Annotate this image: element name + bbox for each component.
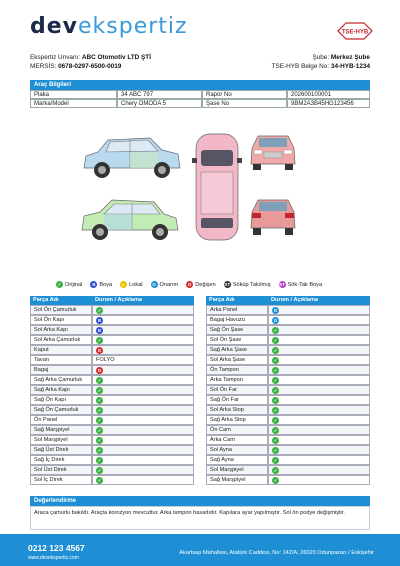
- onarim-status-icon: O: [152, 282, 156, 287]
- part-status: [268, 425, 370, 435]
- part-status: [268, 475, 370, 485]
- part-status: [268, 395, 370, 405]
- part-status: [92, 415, 194, 425]
- boya-status-icon: B: [92, 282, 96, 287]
- part-name: Sağ Ön Far: [206, 395, 268, 405]
- part-row: [206, 475, 370, 485]
- original-status-icon: ✓: [97, 427, 102, 433]
- car-left-side-diagram: [78, 134, 184, 184]
- vehicle-field-value: 9BM2A3B45HG123456: [287, 99, 370, 108]
- part-row: [30, 475, 194, 485]
- part-row: [30, 345, 194, 355]
- part-status: [92, 425, 194, 435]
- part-name: Arka Cam: [206, 435, 268, 445]
- part-name: Sağ Ön Çamurluk: [30, 405, 92, 415]
- company-info: Ekspertiz Unvanı: ABC Otomotiv LTD ŞTİ MERSİS: 0678-0297-6500-0019: [30, 54, 151, 70]
- logo-part-dev: dev: [30, 14, 79, 39]
- soktak-status-icon: ST: [279, 282, 285, 287]
- tse-hyb-logo: [336, 22, 374, 40]
- part-row: [206, 325, 370, 335]
- part-row: [30, 315, 194, 325]
- legend-label: Onarım: [159, 281, 179, 288]
- part-name: Sol Ön Far: [206, 385, 268, 395]
- status-legend: [56, 281, 356, 288]
- original-status-icon: ✓: [97, 387, 102, 393]
- part-name: Sağ Marşpiyel: [30, 425, 92, 435]
- part-status: [268, 405, 370, 415]
- part-status: [92, 395, 194, 405]
- part-row: [206, 415, 370, 425]
- car-right-side-diagram: [78, 196, 184, 246]
- part-name: Sağ Ön Kapı: [30, 395, 92, 405]
- part-row: [30, 465, 194, 475]
- onarim-status-icon: O: [273, 317, 278, 323]
- part-row: [30, 395, 194, 405]
- part-row: [30, 355, 194, 365]
- original-status-icon: ✓: [273, 367, 278, 373]
- vehicle-field-label: Marka/Model: [30, 99, 117, 108]
- part-status: [92, 435, 194, 445]
- part-row: [206, 435, 370, 445]
- part-name: Arka Panel: [206, 305, 268, 315]
- sokup-status-icon: ST: [224, 282, 231, 287]
- part-status: [92, 365, 194, 375]
- part-status: [268, 335, 370, 345]
- original-status-icon: ✓: [273, 347, 278, 353]
- part-status: [268, 445, 370, 455]
- legend-item-boya: [90, 281, 112, 288]
- original-status-icon: ✓: [273, 447, 278, 453]
- legend-item-degisen: [186, 281, 216, 288]
- original-status-icon: ✓: [273, 337, 278, 343]
- original-status-icon: ✓: [57, 282, 62, 287]
- part-name: Sağ Ön Şase: [206, 325, 268, 335]
- logo-part-ekspertiz: ekspertiz: [78, 14, 188, 39]
- original-status-icon: ✓: [97, 457, 102, 463]
- part-status: [268, 465, 370, 475]
- part-status: [268, 345, 370, 355]
- part-status: [92, 375, 194, 385]
- part-name: Sol Arka Çamurluk: [30, 335, 92, 345]
- original-status-icon: ✓: [97, 377, 102, 383]
- onarim-status-icon: O: [273, 307, 278, 313]
- part-name: Sağ Arka Çamurluk: [30, 375, 92, 385]
- part-row: [30, 335, 194, 345]
- part-row: [30, 375, 194, 385]
- vehicle-field-value: 202600100001: [287, 90, 370, 99]
- degisen-status-icon: D: [97, 347, 102, 353]
- part-status: [92, 405, 194, 415]
- original-status-icon: ✓: [273, 457, 278, 463]
- part-name: Sol Üst Direk: [30, 465, 92, 475]
- part-name: Sol Arka Kapı: [30, 325, 92, 335]
- part-status: [92, 325, 194, 335]
- brand-logo: [30, 14, 188, 39]
- part-row: [30, 415, 194, 425]
- car-front-diagram: [248, 132, 298, 172]
- part-status: [92, 305, 194, 315]
- vehicle-field-label: Plaka: [30, 90, 117, 99]
- vehicle-field-value: 34 ABC 797: [117, 90, 202, 99]
- evaluation-section: [30, 496, 370, 530]
- part-row: [30, 365, 194, 375]
- part-row: [30, 305, 194, 315]
- part-row: [206, 445, 370, 455]
- legend-label: Orijinal: [65, 281, 83, 288]
- original-status-icon: ✓: [273, 327, 278, 333]
- part-status: [92, 455, 194, 465]
- part-name: Sol Ön Kapı: [30, 315, 92, 325]
- part-name: Sağ Ayna: [206, 455, 268, 465]
- part-row: [30, 455, 194, 465]
- part-name: Ön Cam: [206, 425, 268, 435]
- part-status: [268, 305, 370, 315]
- boya-status-icon: B: [97, 327, 102, 333]
- part-name: Ön Tampon: [206, 365, 268, 375]
- original-status-icon: ✓: [273, 477, 278, 483]
- degisen-status-icon: D: [188, 282, 192, 287]
- legend-item-onarim: [151, 281, 179, 288]
- part-row: [206, 305, 370, 315]
- original-status-icon: ✓: [97, 307, 102, 313]
- part-status: [92, 465, 194, 475]
- part-row: [30, 435, 194, 445]
- vehicle-info-title: Araç Bilgileri: [30, 80, 370, 90]
- part-name: Sağ Arka Kapı: [30, 385, 92, 395]
- part-row: [30, 445, 194, 455]
- part-status: [92, 345, 194, 355]
- part-name: Sol Marşpiyel: [30, 435, 92, 445]
- legend-label: Lokal: [129, 281, 143, 288]
- part-row: [206, 345, 370, 355]
- part-name: Sağ Arka Stop: [206, 415, 268, 425]
- evaluation-title: Değerlendirme: [30, 496, 370, 506]
- original-status-icon: ✓: [273, 437, 278, 443]
- part-name: Sağ Üst Direk: [30, 445, 92, 455]
- part-name: Sol Arka Stop: [206, 405, 268, 415]
- part-status: [92, 475, 194, 485]
- original-status-icon: ✓: [273, 377, 278, 383]
- original-status-icon: ✓: [97, 397, 102, 403]
- svg-text:TSE-HYB: TSE-HYB: [341, 29, 369, 36]
- part-row: [206, 395, 370, 405]
- branch-info: Şube: Merkez Şube TSE-HYB Belge No: 34-HYB-1234: [271, 54, 370, 70]
- part-name: Ön Panel: [30, 415, 92, 425]
- part-name: Arka Tampon: [206, 375, 268, 385]
- parts-table-right: [206, 296, 370, 485]
- part-status: [92, 445, 194, 455]
- part-status: [92, 315, 194, 325]
- part-name: Sağ Marşpiyel: [206, 475, 268, 485]
- legend-item-soktak: [279, 281, 323, 288]
- degisen-status-icon: D: [97, 367, 102, 373]
- part-name: Bagaj Havuzu: [206, 315, 268, 325]
- part-row: [206, 385, 370, 395]
- original-status-icon: ✓: [97, 417, 102, 423]
- part-name: Sol İç Direk: [30, 475, 92, 485]
- part-row: [30, 425, 194, 435]
- part-row: [206, 315, 370, 325]
- legend-item-original: [56, 281, 82, 288]
- part-name: Sağ İç Direk: [30, 455, 92, 465]
- vehicle-field-label: Rapor No: [202, 90, 287, 99]
- part-name: Sağ Arka Şase: [206, 345, 268, 355]
- part-name: Kaput: [30, 345, 92, 355]
- part-row: [30, 405, 194, 415]
- legend-label: Boya: [99, 281, 113, 288]
- legend-item-sokup: [224, 281, 271, 288]
- boya-status-icon: B: [97, 317, 102, 323]
- part-row: [206, 365, 370, 375]
- original-status-icon: ✓: [97, 447, 102, 453]
- part-status: [92, 355, 194, 365]
- part-status: [268, 375, 370, 385]
- parts-table-header: Parça Adı Durum / Açıklama: [206, 296, 370, 305]
- vehicle-info-table: [30, 80, 370, 108]
- footer: [0, 534, 400, 566]
- original-status-icon: ✓: [97, 437, 102, 443]
- part-name: Sol Ön Çamurluk: [30, 305, 92, 315]
- part-name: Sol Arka Şase: [206, 355, 268, 365]
- part-row: [206, 355, 370, 365]
- part-status-text: FOLYO: [96, 356, 115, 363]
- original-status-icon: ✓: [273, 387, 278, 393]
- part-row: [206, 335, 370, 345]
- part-row: [206, 455, 370, 465]
- footer-website[interactable]: www.devekspertiz.com: [28, 555, 79, 561]
- original-status-icon: ✓: [273, 417, 278, 423]
- evaluation-text: Araca çamurlu bakıldı. Araçta korozyon mevcuttur. Arka tampon hasarlıdır. Kapılara ayar yapılmıştır. Sol ön podye değişmiştir.: [30, 506, 370, 530]
- part-status: [268, 455, 370, 465]
- vehicle-field-label: Şase No: [202, 99, 287, 108]
- original-status-icon: ✓: [273, 407, 278, 413]
- part-row: [206, 425, 370, 435]
- part-status: [268, 355, 370, 365]
- part-name: Sol Ön Şase: [206, 335, 268, 345]
- legend-label: Sök-Tak Boya: [287, 281, 323, 288]
- original-status-icon: ✓: [273, 397, 278, 403]
- original-status-icon: ✓: [97, 337, 102, 343]
- part-row: [206, 405, 370, 415]
- part-status: [268, 385, 370, 395]
- original-status-icon: ✓: [273, 427, 278, 433]
- parts-table-left: [30, 296, 194, 485]
- part-status: [92, 385, 194, 395]
- legend-item-lokal: [120, 281, 142, 288]
- part-status: [268, 435, 370, 445]
- part-row: [206, 375, 370, 385]
- original-status-icon: ✓: [273, 357, 278, 363]
- car-top-diagram: [192, 132, 242, 242]
- part-name: Tavan: [30, 355, 92, 365]
- part-status: [92, 335, 194, 345]
- original-status-icon: ✓: [97, 407, 102, 413]
- part-status: [268, 415, 370, 425]
- part-status: [268, 315, 370, 325]
- part-status: [268, 365, 370, 375]
- original-status-icon: ✓: [97, 477, 102, 483]
- legend-label: Söküp Takılmış: [232, 281, 271, 288]
- part-row: [30, 325, 194, 335]
- footer-address: Akarbaşı Mahallesi, Atatürk Caddesi, No: 142/A, 26020 Odunpazarı / Eskişehir: [179, 550, 374, 556]
- legend-label: Değişen: [195, 281, 216, 288]
- part-status: [268, 325, 370, 335]
- part-row: [206, 465, 370, 475]
- original-status-icon: ✓: [273, 467, 278, 473]
- part-name: Sol Marşpiyel: [206, 465, 268, 475]
- part-name: Bagaj: [30, 365, 92, 375]
- car-rear-diagram: [248, 196, 298, 238]
- part-row: [30, 385, 194, 395]
- footer-phone[interactable]: 0212 123 4567: [28, 543, 85, 553]
- parts-table-header: Parça Adı Durum / Açıklama: [30, 296, 194, 305]
- part-name: Sol Ayna: [206, 445, 268, 455]
- vehicle-field-value: Chery OMODA 5: [117, 99, 202, 108]
- lokal-status-icon: L: [120, 281, 127, 288]
- original-status-icon: ✓: [97, 467, 102, 473]
